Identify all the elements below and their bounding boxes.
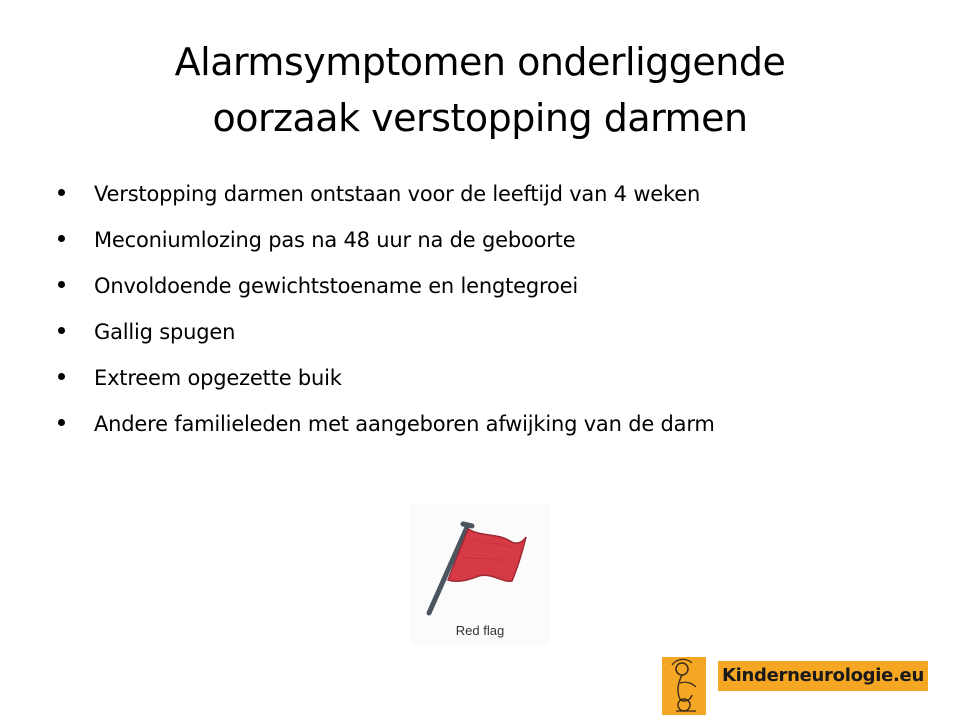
red-flag-icon xyxy=(410,505,550,625)
flag-caption: Red flag xyxy=(455,623,505,638)
bullet-text: Extreem opgezette buik xyxy=(94,366,342,390)
slide-title-line-1: Alarmsymptomen onderliggende xyxy=(174,40,786,84)
logo-text: Kinderneurologie.eu xyxy=(722,665,924,686)
bullet-item xyxy=(58,264,918,310)
bullet-dot-icon xyxy=(58,281,65,288)
bullet-dot-icon xyxy=(58,235,65,242)
bullet-item xyxy=(58,310,918,356)
slide-title-line-2: oorzaak verstopping darmen xyxy=(212,96,748,140)
bullet-text: Gallig spugen xyxy=(94,320,236,344)
logo-mark xyxy=(662,657,706,715)
bullet-text: Andere familieleden met aangeboren afwijking van de darm xyxy=(94,412,715,436)
slide-title xyxy=(60,34,900,146)
bullet-text: Verstopping darmen ontstaan voor de leeftijd van 4 weken xyxy=(94,182,701,206)
bullet-item xyxy=(58,172,918,218)
bullet-item xyxy=(58,402,918,448)
bullet-dot-icon xyxy=(58,189,65,196)
red-flag-figure xyxy=(410,505,550,645)
child-figure-icon xyxy=(662,657,706,715)
kinderneurologie-logo[interactable] xyxy=(662,657,930,715)
bullet-dot-icon xyxy=(58,327,65,334)
bullet-dot-icon xyxy=(58,373,65,380)
bullet-text: Meconiumlozing pas na 48 uur na de geboorte xyxy=(94,228,576,252)
logo-text-box xyxy=(718,661,928,691)
bullet-item xyxy=(58,218,918,264)
bullet-dot-icon xyxy=(58,419,65,426)
bullet-item xyxy=(58,356,918,402)
bullet-list xyxy=(58,172,918,448)
bullet-text: Onvoldoende gewichtstoename en lengtegroei xyxy=(94,274,578,298)
